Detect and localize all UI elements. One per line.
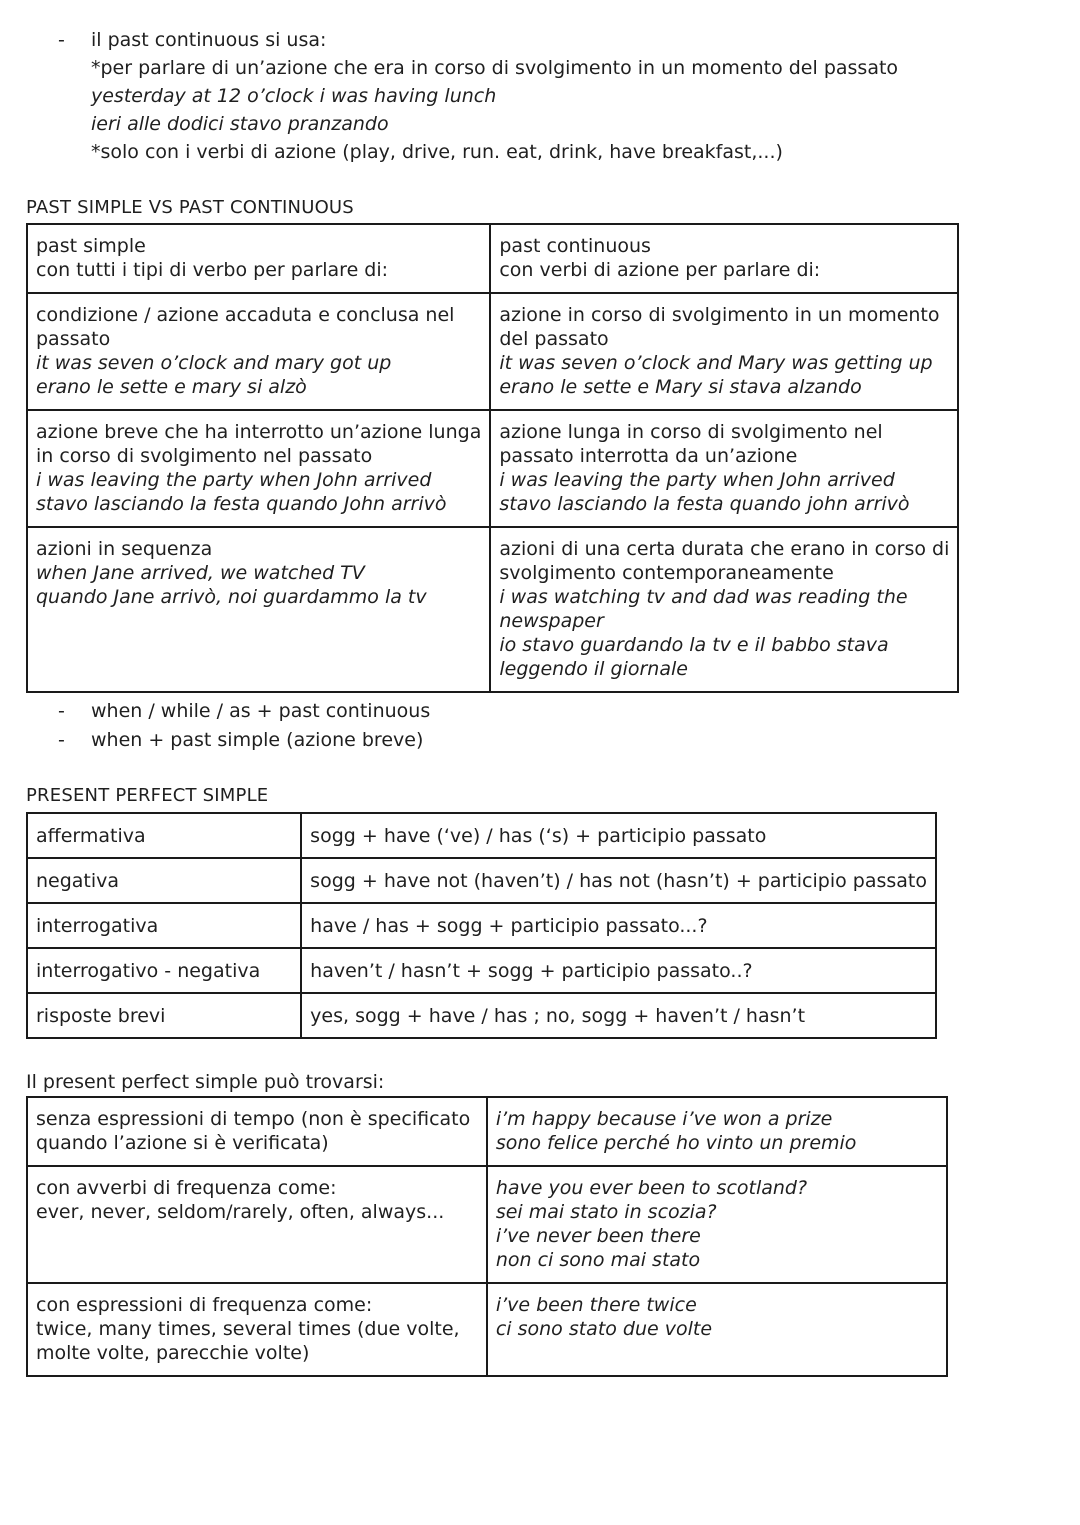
cell-text-line: quando l’azione si è verificata) [36, 1132, 329, 1154]
table-row [27, 858, 936, 903]
cell-text-line: con verbi di azione per parlare di: [499, 259, 821, 281]
past-simple-cell [27, 410, 490, 527]
form-label-cell: risposte brevi [27, 993, 301, 1038]
cell-text-line: in corso di svolgimento nel passato [36, 445, 373, 467]
table-row [27, 527, 958, 692]
cell-text-line: when Jane arrived, we watched TV [36, 562, 365, 584]
form-rule-cell: have / has + sogg + participio passato...? [301, 903, 936, 948]
bullet-dash: - [58, 29, 65, 51]
usage-example-cell [487, 1283, 947, 1376]
past-continuous-cell [490, 410, 958, 527]
table-row [27, 224, 958, 293]
form-label-cell: affermativa [27, 813, 301, 858]
cell-text-line: io stavo guardando la tv e il babbo stava [499, 634, 889, 656]
past-simple-vs-continuous-table [26, 223, 959, 693]
past-simple-cell [27, 293, 490, 410]
cell-text-line: i’ve been there twice [495, 1294, 697, 1316]
table-row [27, 1097, 947, 1166]
intro-line: yesterday at 12 o’clock i was having lunch [91, 85, 497, 107]
cell-text-line: con tutti i tipi di verbo per parlare di: [36, 259, 389, 281]
cell-text-line: con espressioni di frequenza come: [36, 1294, 373, 1316]
note-text: when / while / as + past continuous [91, 700, 431, 722]
cell-text-line: con avverbi di frequenza come: [36, 1177, 337, 1199]
cell-text-line: i was leaving the party when John arrived [36, 469, 432, 491]
intro-bullet-text: il past continuous si usa: [91, 29, 327, 51]
present-perfect-forms-table [26, 812, 937, 1039]
cell-text-line: del passato [499, 328, 609, 350]
cell-text-line: it was seven o’clock and mary got up [36, 352, 392, 374]
note-dash: - [58, 700, 65, 722]
cell-text-line: i was watching tv and dad was reading the [499, 586, 908, 608]
cell-text-line: passato interrotta da un’azione [499, 445, 798, 467]
cell-text-line: twice, many times, several times (due volte, [36, 1318, 460, 1340]
intro-line: ieri alle dodici stavo pranzando [91, 113, 389, 135]
cell-text-line: leggendo il giornale [499, 658, 688, 680]
usage-example-cell [487, 1166, 947, 1283]
section-title-past-simple-vs-continuous: PAST SIMPLE VS PAST CONTINUOUS [26, 197, 354, 218]
table-row [27, 993, 936, 1038]
cell-text-line: sono felice perché ho vinto un premio [495, 1132, 857, 1154]
cell-text-line: ci sono stato due volte [495, 1318, 713, 1340]
usage-intro: Il present perfect simple può trovarsi: [26, 1071, 385, 1093]
cell-text-line: have you ever been to scotland? [495, 1177, 808, 1199]
past-simple-cell [27, 527, 490, 692]
cell-text-line: azioni in sequenza [36, 538, 213, 560]
form-rule-cell: sogg + have not (haven’t) / has not (hasn’t) + participio passato [301, 858, 936, 903]
cell-text-line: azione breve che ha interrotto un’azione lunga [36, 421, 482, 443]
intro-lines [91, 54, 898, 166]
past-continuous-cell [490, 224, 958, 293]
usage-description-cell [27, 1283, 487, 1376]
cell-text-line: past continuous [499, 235, 651, 257]
cell-text-line: azione in corso di svolgimento in un momento [499, 304, 940, 326]
form-rule-cell: haven’t / hasn’t + sogg + participio passato..? [301, 948, 936, 993]
form-label-cell: negativa [27, 858, 301, 903]
form-label-cell: interrogativo - negativa [27, 948, 301, 993]
cell-text-line: passato [36, 328, 111, 350]
cell-text-line: erano le sette e Mary si stava alzando [499, 376, 862, 398]
usage-description-cell [27, 1166, 487, 1283]
cell-text-line: quando Jane arrivò, noi guardammo la tv [36, 586, 427, 608]
table-row [27, 903, 936, 948]
cell-text-line: stavo lasciando la festa quando john arrivò [499, 493, 910, 515]
cell-text-line: azioni di una certa durata che erano in corso di [499, 538, 950, 560]
cell-text-line: past simple [36, 235, 146, 257]
cell-text-line: azione lunga in corso di svolgimento nel [499, 421, 883, 443]
cell-text-line: i was leaving the party when John arrived [499, 469, 895, 491]
past-continuous-cell [490, 527, 958, 692]
note-text: when + past simple (azione breve) [91, 729, 424, 751]
table-row [27, 1283, 947, 1376]
cell-text-line: erano le sette e mary si alzò [36, 376, 307, 398]
cell-text-line: sei mai stato in scozia? [495, 1201, 717, 1223]
past-simple-cell [27, 224, 490, 293]
past-continuous-cell [490, 293, 958, 410]
usage-description-cell [27, 1097, 487, 1166]
note-dash: - [58, 729, 65, 751]
cell-text-line: non ci sono mai stato [495, 1249, 701, 1271]
table-row [27, 813, 936, 858]
intro-line: *per parlare di un’azione che era in corso di svolgimento in un momento del passato [91, 57, 899, 79]
table-row [27, 948, 936, 993]
cell-text-line: senza espressioni di tempo (non è specificato [36, 1108, 471, 1130]
section-title-present-perfect-simple: PRESENT PERFECT SIMPLE [26, 785, 269, 806]
cell-text-line: condizione / azione accaduta e conclusa nel [36, 304, 455, 326]
cell-text-line: it was seven o’clock and Mary was getting up [499, 352, 933, 374]
cell-text-line: svolgimento contemporaneamente [499, 562, 834, 584]
cell-text-line: stavo lasciando la festa quando John arrivò [36, 493, 447, 515]
form-rule-cell: yes, sogg + have / has ; no, sogg + haven’t / hasn’t [301, 993, 936, 1038]
form-rule-cell: sogg + have (‘ve) / has (‘s) + participio passato [301, 813, 936, 858]
usage-example-cell [487, 1097, 947, 1166]
table-row [27, 410, 958, 527]
cell-text-line: molte volte, parecchie volte) [36, 1342, 310, 1364]
cell-text-line: i’m happy because i’ve won a prize [495, 1108, 833, 1130]
cell-text-line: ever, never, seldom/rarely, often, always... [36, 1201, 445, 1223]
cell-text-line: newspaper [499, 610, 604, 632]
present-perfect-usage-table [26, 1096, 948, 1377]
table-row [27, 1166, 947, 1283]
table-row [27, 293, 958, 410]
intro-line: *solo con i verbi di azione (play, drive, run. eat, drink, have breakfast,...) [91, 141, 783, 163]
cell-text-line: i’ve never been there [495, 1225, 701, 1247]
form-label-cell: interrogativa [27, 903, 301, 948]
